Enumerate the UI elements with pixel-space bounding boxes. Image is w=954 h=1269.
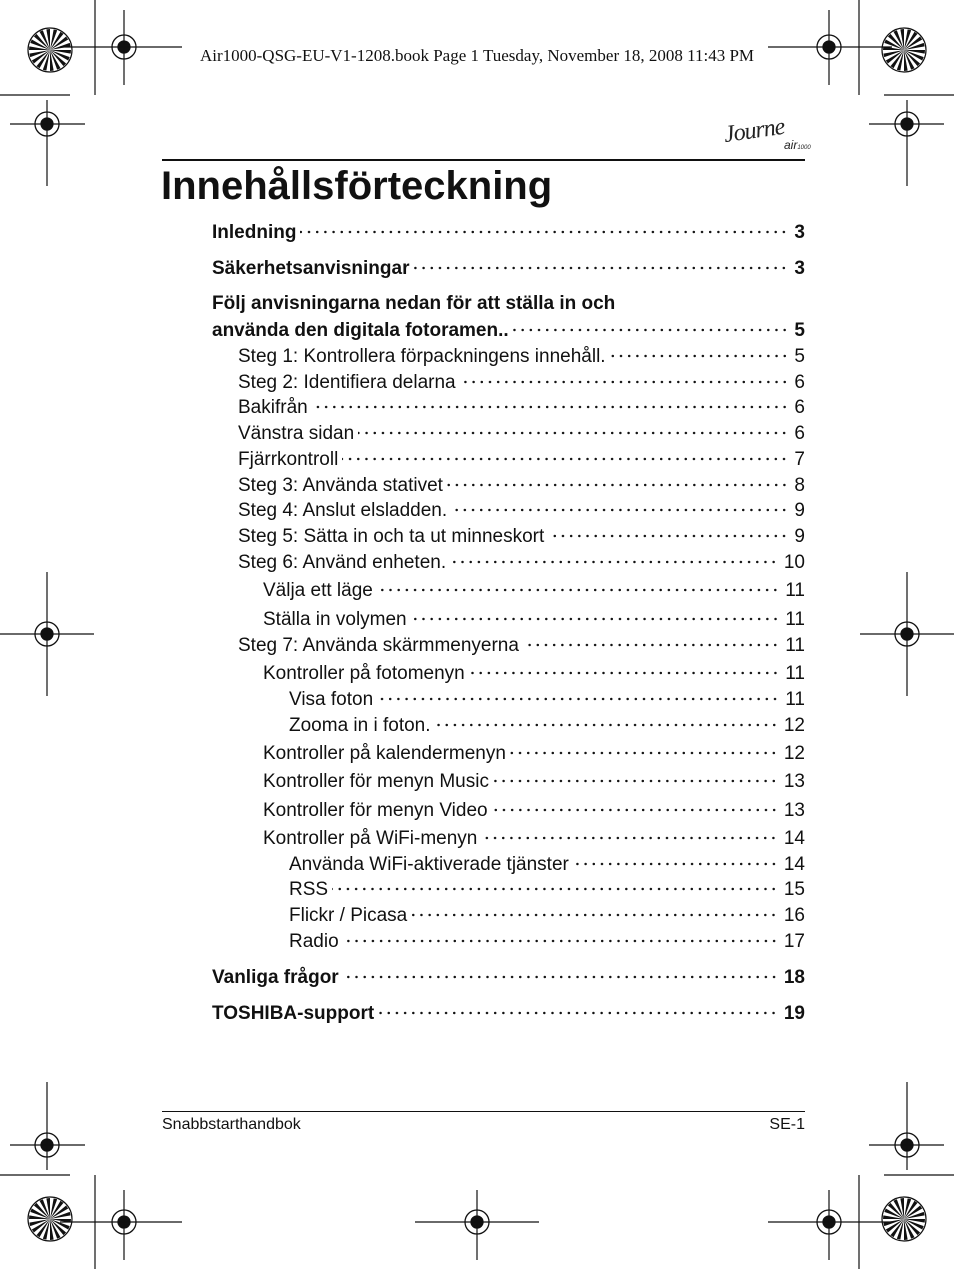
- toc-entry-page: 11: [785, 635, 805, 656]
- toc-dot-leader: [342, 447, 788, 465]
- toc-dot-leader: [378, 1001, 778, 1019]
- toc-entry-page: 6: [794, 423, 805, 444]
- toc-dot-leader: [469, 661, 780, 679]
- toc-entry-page: 3: [794, 258, 805, 279]
- toc-entry-label: Kontroller för menyn Music: [263, 771, 489, 792]
- toc-entry-page: 14: [783, 854, 805, 875]
- toc-dot-leader: [300, 220, 788, 238]
- toc-entry-label: TOSHIBA-support: [212, 1003, 375, 1024]
- toc-entry-page: 14: [783, 828, 805, 849]
- toc-entry[interactable]: [263, 578, 805, 603]
- toc-entry-page: 19: [783, 1003, 805, 1024]
- toc-entry[interactable]: [212, 256, 805, 281]
- toc-entry-label: Fjärrkontroll: [238, 449, 339, 470]
- toc-dot-leader: [460, 370, 789, 388]
- toc-entry[interactable]: [263, 826, 805, 851]
- toc-entry-page: 5: [794, 346, 805, 367]
- toc-dot-leader: [493, 769, 778, 787]
- toc-dot-leader: [411, 903, 778, 921]
- toc-dot-leader: [332, 877, 778, 895]
- toc-dot-leader: [413, 256, 788, 274]
- footer-page-number: SE-1: [769, 1116, 805, 1133]
- toc-dot-leader: [492, 798, 778, 816]
- toc-entry[interactable]: [289, 713, 805, 738]
- toc-entry[interactable]: [212, 1001, 805, 1026]
- toc-entry[interactable]: [238, 633, 805, 658]
- toc-entry-label: Zooma in i foton.: [289, 715, 431, 736]
- toc-entry[interactable]: [289, 852, 805, 877]
- toc-entry-label: Kontroller på fotomenyn: [263, 663, 465, 684]
- toc-entry-label: Bakifrån: [238, 397, 308, 418]
- toc-entry-label: Kontroller på kalendermenyn: [263, 743, 506, 764]
- toc-entry-page: 7: [794, 449, 805, 470]
- toc-dot-leader: [312, 395, 789, 413]
- toc-entry[interactable]: [289, 877, 805, 902]
- toc-entry-label: Flickr / Picasa: [289, 905, 408, 926]
- toc-dot-leader: [523, 633, 779, 651]
- toc-entry-page: 6: [794, 372, 805, 393]
- toc-entry[interactable]: [289, 903, 805, 928]
- toc-entry-page: 12: [783, 715, 805, 736]
- toc-entry-label: Välja ett läge: [263, 580, 373, 601]
- toc-entry-label: Ställa in volymen: [263, 609, 407, 630]
- toc-entry[interactable]: [238, 447, 805, 472]
- toc-entry[interactable]: [238, 344, 805, 369]
- toc-dot-leader: [343, 965, 778, 983]
- toc-entry[interactable]: [212, 318, 805, 343]
- toc-dot-leader: [510, 741, 778, 759]
- toc-entry[interactable]: [263, 741, 805, 766]
- toc-entry-label: RSS: [289, 879, 329, 900]
- toc-entry-page: 17: [783, 931, 805, 952]
- toc-entry-page: 11: [785, 689, 805, 710]
- footer-manual-name: Snabbstarthandbok: [162, 1116, 301, 1133]
- print-slug-line: Air1000-QSG-EU-V1-1208.book Page 1 Tuesday, November 18, 2008 11:43 PM: [199, 46, 755, 65]
- toc-entry-label: Visa foton: [289, 689, 374, 710]
- toc-entry[interactable]: [263, 769, 805, 794]
- toc-dot-leader: [377, 687, 779, 705]
- toc-dot-leader: [343, 929, 778, 947]
- toc-entry-page: 15: [783, 879, 805, 900]
- toc-dot-leader: [411, 607, 780, 625]
- toc-entry-label: Använda WiFi-aktiverade tjänster: [289, 854, 569, 875]
- toc-entry-page: 13: [783, 771, 805, 792]
- toc-entry-page: 13: [783, 800, 805, 821]
- toc-dot-leader: [447, 473, 789, 491]
- toc-entry[interactable]: [238, 370, 805, 395]
- toc-dot-leader: [513, 318, 789, 336]
- toc-entry[interactable]: [238, 550, 805, 575]
- toc-entry-label: Inledning: [212, 222, 297, 243]
- toc-entry-label: Vänstra sidan: [238, 423, 355, 444]
- toc-dot-leader: [451, 498, 788, 516]
- toc-entry-label: Säkerhetsanvisningar: [212, 258, 410, 279]
- toc-entry-label: använda den digitala fotoramen..: [212, 320, 509, 341]
- toc-dot-leader: [548, 524, 788, 542]
- toc-entry-label: Radio: [289, 931, 339, 952]
- toc-entry-label: Kontroller på WiFi-menyn: [263, 828, 478, 849]
- toc-dot-leader: [573, 852, 778, 870]
- toc-entry-label: Steg 5: Sätta in och ta ut minneskort: [238, 526, 545, 547]
- toc-entry-label: Steg 4: Anslut elsladden.: [238, 500, 448, 521]
- toc-entry-page: 12: [783, 743, 805, 764]
- toc-entry-page: 3: [794, 222, 805, 243]
- toc-entry[interactable]: [263, 661, 805, 686]
- toc-entry[interactable]: [238, 395, 805, 420]
- toc-entry-label: Kontroller för menyn Video: [263, 800, 488, 821]
- toc-dot-leader: [435, 713, 778, 731]
- toc-entry-heading-line: Följ anvisningarna nedan för att ställa in och: [212, 293, 616, 314]
- toc-entry-label: Vanliga frågor: [212, 967, 339, 988]
- toc-entry-label: Steg 2: Identifiera delarna: [238, 372, 456, 393]
- toc-entry-label: Steg 1: Kontrollera förpackningens innehåll.: [238, 346, 606, 367]
- toc-entry[interactable]: [263, 607, 805, 632]
- toc-entry-page: 11: [785, 663, 805, 684]
- toc-entry-label: Steg 6: Använd enheten.: [238, 552, 447, 573]
- toc-entry-label: Steg 3: Använda stativet: [238, 475, 443, 496]
- toc-entry[interactable]: [238, 473, 805, 498]
- page-title: Innehållsförteckning: [161, 164, 553, 208]
- logo-sub: air1000: [784, 138, 811, 152]
- toc-entry-page: 18: [783, 967, 805, 988]
- footer-rule: [162, 1111, 805, 1112]
- toc-entry-page: 9: [794, 500, 805, 521]
- toc-entry[interactable]: [263, 798, 805, 823]
- toc-entry-label: Steg 7: Använda skärmmenyerna: [238, 635, 519, 656]
- toc-dot-leader: [358, 421, 788, 439]
- toc-entry-page: 5: [794, 320, 805, 341]
- toc-entry-page: 11: [785, 580, 805, 601]
- toc-entry-page: 10: [783, 552, 805, 573]
- toc-entry[interactable]: [212, 965, 805, 990]
- toc-entry[interactable]: [289, 687, 805, 712]
- toc-dot-leader: [450, 550, 778, 568]
- toc-entry-page: 8: [794, 475, 805, 496]
- logo-wordmark: Journe: [722, 113, 786, 149]
- toc-dot-leader: [481, 826, 778, 844]
- toc-entry-page: 9: [794, 526, 805, 547]
- toc-dot-leader: [610, 344, 789, 362]
- toc-dot-leader: [377, 578, 779, 596]
- toc-entry[interactable]: [238, 421, 805, 446]
- toc-entry[interactable]: [212, 220, 805, 245]
- toc-entry-page: 6: [794, 397, 805, 418]
- toc-entry[interactable]: [238, 498, 805, 523]
- toc-entry[interactable]: [238, 524, 805, 549]
- toc-entry[interactable]: [289, 929, 805, 954]
- toc-entry-page: 16: [783, 905, 805, 926]
- toc-entry-page: 11: [785, 609, 805, 630]
